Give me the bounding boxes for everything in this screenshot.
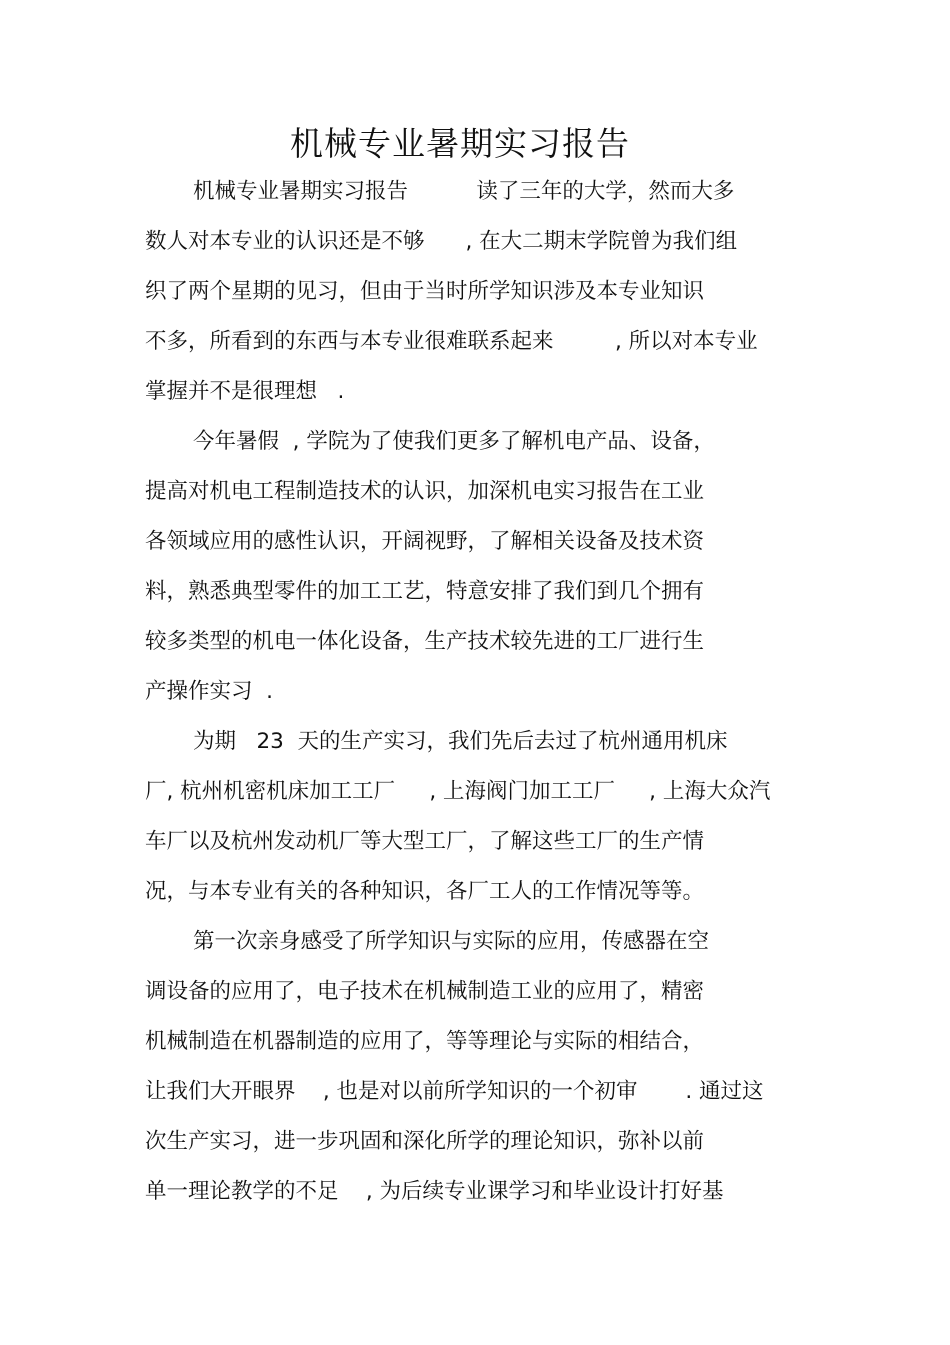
text-line: 为期 23 天的生产实习，我们先后去过了杭州通用机床 (193, 729, 728, 754)
text-line: 单一理论教学的不足 , 为后续专业课学习和毕业设计打好基 (145, 1179, 724, 1204)
text-line: 次生产实习，进一步巩固和深化所学的理论知识，弥补以前 (145, 1129, 705, 1154)
text-line: 各领域应用的感性认识，开阔视野，了解相关设备及技术资 (145, 529, 705, 554)
text-line: 料，熟悉典型零件的加工工艺，特意安排了我们到几个拥有 (145, 579, 705, 604)
text-line: 机械制造在机器制造的应用了，等等理论与实际的相结合， (145, 1029, 705, 1054)
text-line: 织了两个星期的见习，但由于当时所学知识涉及本专业知识 (145, 279, 705, 304)
text-line: 掌握并不是很理想 . (145, 379, 345, 404)
text-line: 产操作实习 . (145, 679, 274, 704)
text-line: 第一次亲身感受了所学知识与实际的应用，传感器在空 (193, 929, 710, 954)
text-line: 今年暑假 , 学院为了使我们更多了解机电产品、设备， (193, 429, 715, 454)
text-line: 让我们大开眼界 , 也是对以前所学知识的一个初审 . 通过这 (145, 1079, 764, 1104)
document-title: 机械专业暑期实习报告 (290, 124, 630, 163)
text-line: 车厂以及杭州发动机厂等大型工厂，了解这些工厂的生产情 (145, 829, 705, 854)
text-line: 调设备的应用了，电子技术在机械制造工业的应用了，精密 (145, 979, 705, 1004)
text-line: 厂, 杭州机密机床加工工厂 , 上海阀门加工工厂 , 上海大众汽 (145, 779, 771, 804)
text-line: 况，与本专业有关的各种知识，各厂工人的工作情况等等。 (145, 879, 705, 904)
text-line: 不多，所看到的东西与本专业很难联系起来 , 所以对本专业 (145, 329, 758, 354)
text-line: 数人对本专业的认识还是不够 , 在大二期末学院曾为我们组 (145, 229, 738, 254)
text-line: 机械专业暑期实习报告 读了三年的大学，然而大多 (193, 179, 735, 204)
text-line: 较多类型的机电一体化设备，生产技术较先进的工厂进行生 (145, 629, 705, 654)
text-line: 提高对机电工程制造技术的认识，加深机电实习报告在工业 (145, 479, 705, 504)
